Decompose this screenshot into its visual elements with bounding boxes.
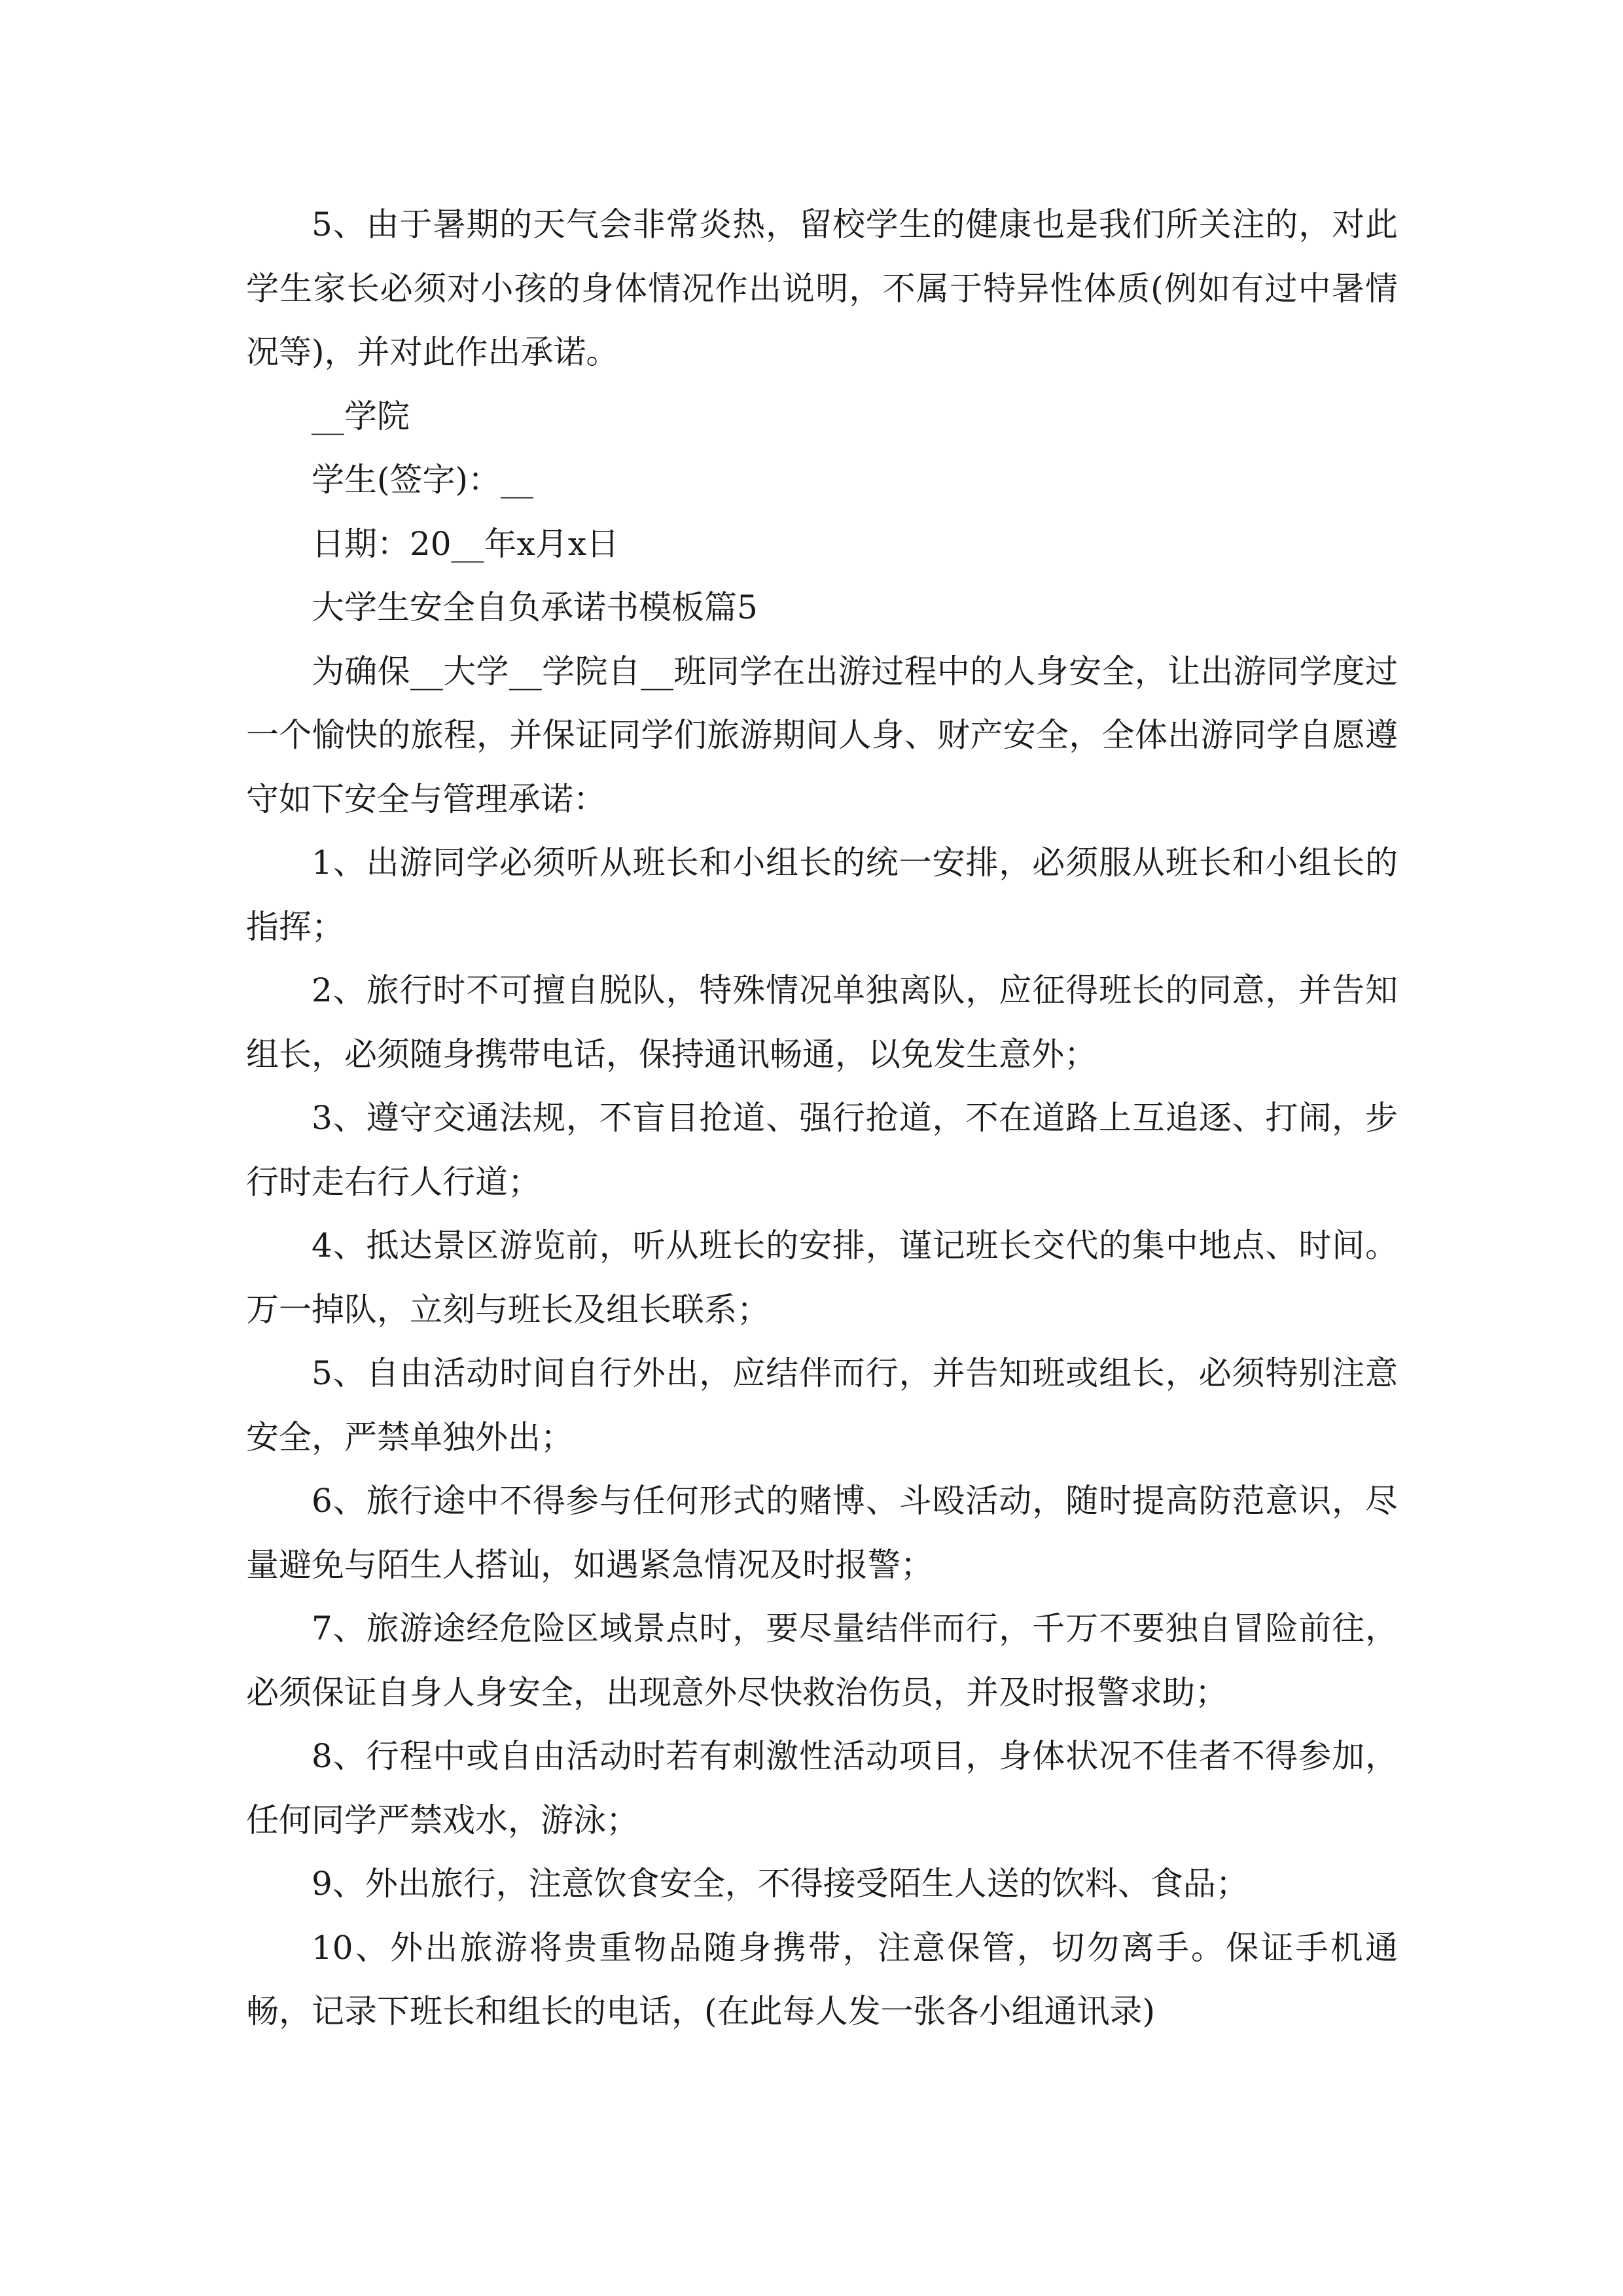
section-title: 大学生安全自负承诺书模板篇5 — [312, 588, 758, 626]
clause-1: 1、出游同学必须听从班长和小组长的统一安排，必须服从班长和小组长的指挥； — [246, 844, 1398, 946]
signature-date: 日期：20__年x月x日 — [312, 524, 620, 563]
clause-9: 9、外出旅行，注意饮食安全，不得接受陌生人送的饮料、食品； — [312, 1865, 1249, 1903]
clause-10: 10、外出旅游将贵重物品随身携带，注意保管，切勿离手。保证手机通畅，记录下班长和组长的电话，(在此每人发一张各小组通讯录) — [246, 1928, 1398, 2030]
clause-3: 3、遵守交通法规，不盲目抢道、强行抢道，不在道路上互追逐、打闹，步行时走右行人行道； — [246, 1099, 1398, 1201]
document-body — [246, 193, 1398, 2044]
paragraph-intro: 为确保__大学__学院自__班同学在出游过程中的人身安全，让出游同学度过一个愉快的旅程，并保证同学们旅游期间人身、财产安全，全体出游同学自愿遵守如下安全与管理承诺： — [246, 652, 1398, 818]
clause-2: 2、旅行时不可擅自脱队，特殊情况单独离队，应征得班长的同意，并告知组长，必须随身携带电话，保持通讯畅通，以免发生意外； — [246, 971, 1398, 1073]
clause-8: 8、行程中或自由活动时若有刺激性活动项目，身体状况不佳者不得参加，任何同学严禁戏水，游泳； — [246, 1737, 1398, 1839]
signature-college: __学院 — [312, 397, 410, 435]
paragraph-health-clause: 5、由于暑期的天气会非常炎热，留校学生的健康也是我们所关注的，对此学生家长必须对小孩的身体情况作出说明，不属于特异性体质(例如有过中暑情况等)，并对此作出承诺。 — [246, 206, 1398, 371]
clause-6: 6、旅行途中不得参与任何形式的赌博、斗殴活动，随时提高防范意识，尽量避免与陌生人搭讪，如遇紧急情况及时报警； — [246, 1482, 1398, 1584]
clause-4: 4、抵达景区游览前，听从班长的安排，谨记班长交代的集中地点、时间。万一掉队，立刻与班长及组长联系； — [246, 1227, 1398, 1329]
signature-student: 学生(签字)：__ — [312, 461, 534, 499]
clause-5: 5、自由活动时间自行外出，应结伴而行，并告知班或组长，必须特别注意安全，严禁单独外出； — [246, 1354, 1398, 1456]
clause-7: 7、旅游途经危险区域景点时，要尽量结伴而行，千万不要独自冒险前往，必须保证自身人身安全，出现意外尽快救治伤员，并及时报警求助； — [246, 1609, 1398, 1712]
